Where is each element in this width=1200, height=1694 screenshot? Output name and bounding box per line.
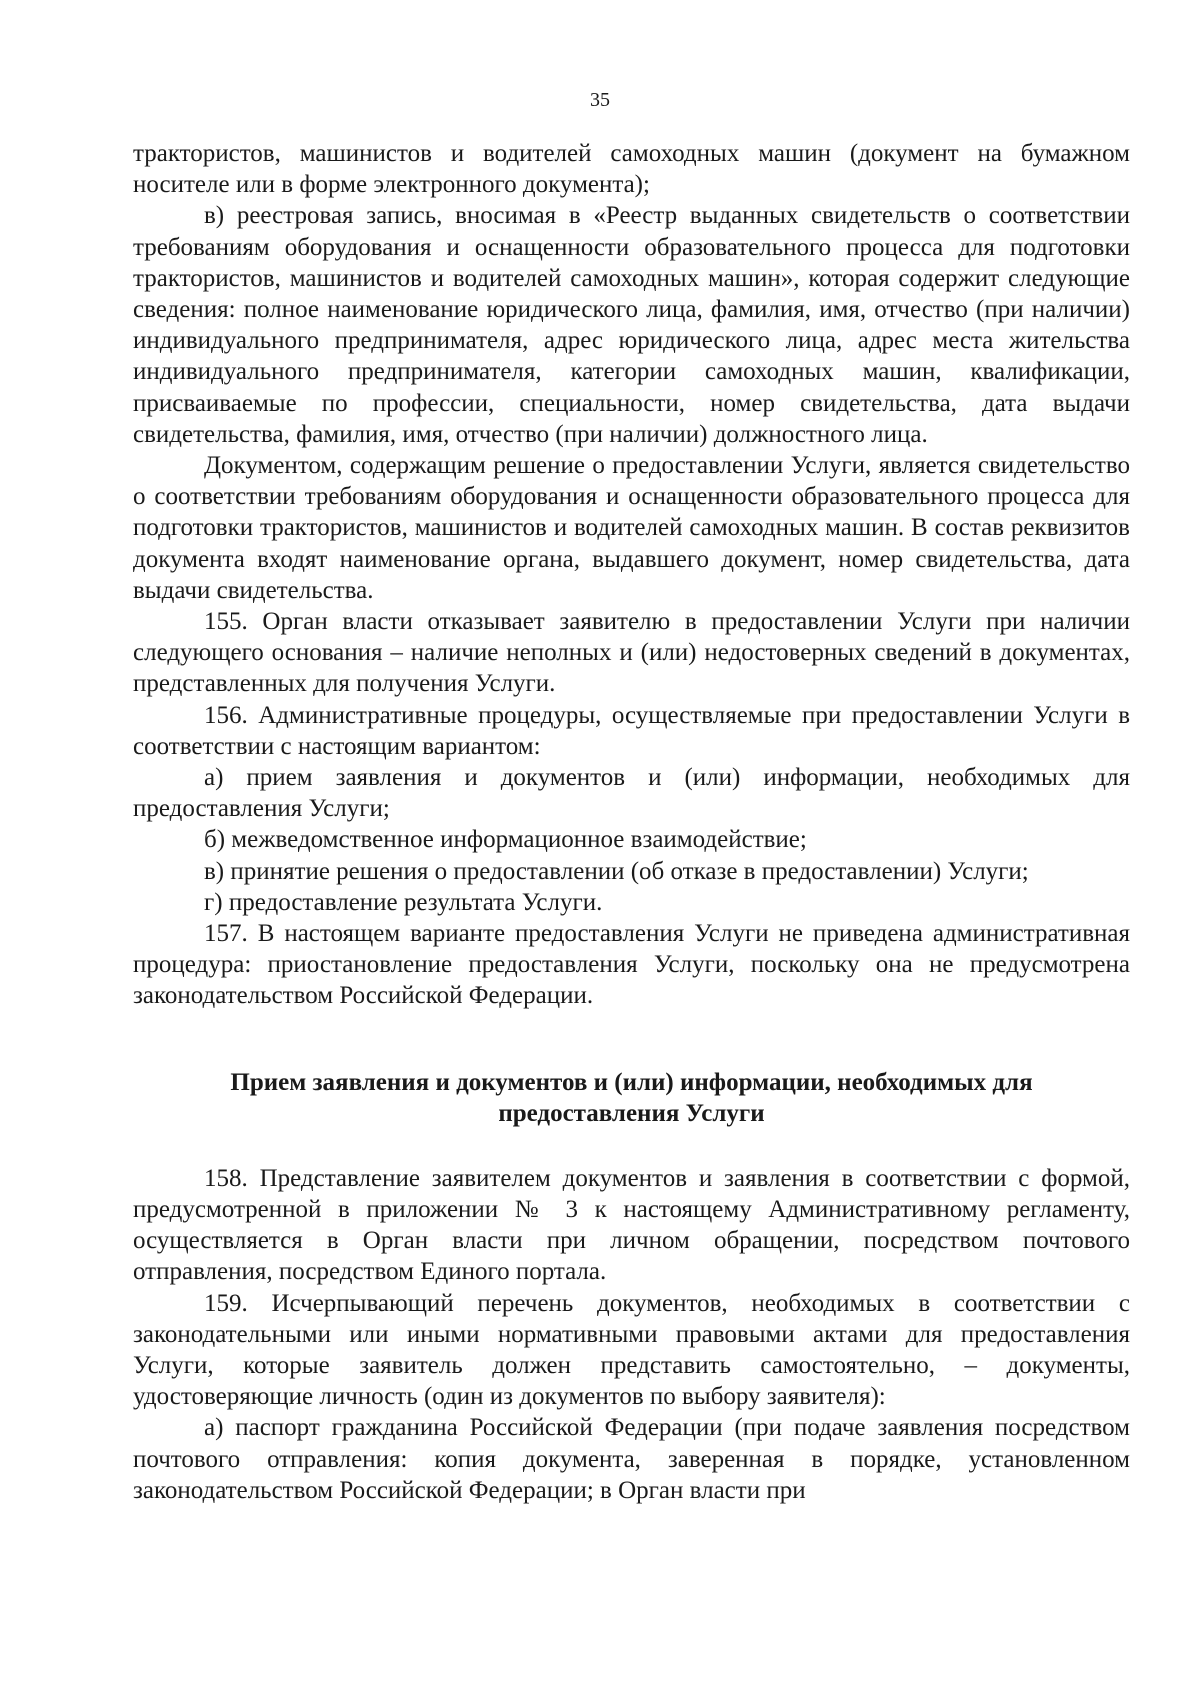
document-body — [133, 138, 1130, 1506]
paragraph-157: 157. В настоящем варианте предоставления Услуги не приведена административная процедура: приостановление предоставления Услуги, поскольку она не предусмотрена законодательством Российской Федерации. — [133, 920, 1130, 1010]
paragraph-158: 158. Представление заявителем документов и заявления в соответствии с формой, предусмотренной в приложении № 3 к настоящему Административному регламенту, осуществляется в Орган власти при личном обращении, посредством почтового отправления, посредством Единого портала. — [133, 1164, 1130, 1286]
paragraph-registry-record: в) реестровая запись, вносимая в «Реестр выданных свидетельств о соответствии требованиям оборудования и оснащенности образовательного процесса для подготовки трактористов, машинистов и водителей самоходных машин», которая содержит следующие сведения: полное наименование юридического лица, фамилия, имя, отчество (при наличии) индивидуального предпринимателя, адрес юридического лица, адрес места жительства индивидуального предпринимателя, категории самоходных машин, квалификации, присваиваемые по профессии, специальности, номер свидетельства, дата выдачи свидетельства, фамилия, имя, отчество (при наличии) должностного лица. — [133, 202, 1130, 448]
page-number: 35 — [590, 89, 610, 111]
section-heading-line-2: предоставления Услуги — [498, 1099, 765, 1127]
list-item-b: б) межведомственное информационное взаимодействие; — [204, 826, 807, 854]
paragraph-159: 159. Исчерпывающий перечень документов, необходимых в соответствии с законодательными или иными нормативными правовыми актами для предоставления Услуги, которые заявитель должен представить самостоятельно, – документы, удостоверяющие личность (один из документов по выбору заявителя): — [133, 1289, 1130, 1411]
paragraph-156: 156. Административные процедуры, осуществляемые при предоставлении Услуги в соответствии с настоящим вариантом: — [133, 701, 1130, 760]
list-item-g: г) предоставление результата Услуги. — [204, 888, 603, 916]
section-heading — [133, 1067, 1130, 1129]
list-item-v: в) принятие решения о предоставлении (об отказе в предоставлении) Услуги; — [204, 857, 1029, 885]
list-item-passport: а) паспорт гражданина Российской Федерации (при подаче заявления посредством почтового отправления: копия документа, заверенная в порядке, установленном законодательством Российской Федерации; в Орган власти при — [133, 1414, 1130, 1504]
paragraph-decision-document: Документом, содержащим решение о предоставлении Услуги, является свидетельство о соответствии требованиям оборудования и оснащенности образовательного процесса для подготовки трактористов, машинистов и водителей самоходных машин. В состав реквизитов документа входят наименование органа, выдавшего документ, номер свидетельства, дата выдачи свидетельства. — [133, 452, 1130, 604]
paragraph-155: 155. Орган власти отказывает заявителю в предоставлении Услуги при наличии следующего основания – наличие неполных и (или) недостоверных сведений в документах, представленных для получения Услуги. — [133, 608, 1130, 698]
list-item-a: а) прием заявления и документов и (или) информации, необходимых для предоставления Услуги; — [133, 764, 1130, 823]
section-heading-line-1: Прием заявления и документов и (или) информации, необходимых для — [230, 1068, 1033, 1096]
paragraph-continuation: трактористов, машинистов и водителей самоходных машин (документ на бумажном носителе или в форме электронного документа); — [133, 140, 1130, 199]
